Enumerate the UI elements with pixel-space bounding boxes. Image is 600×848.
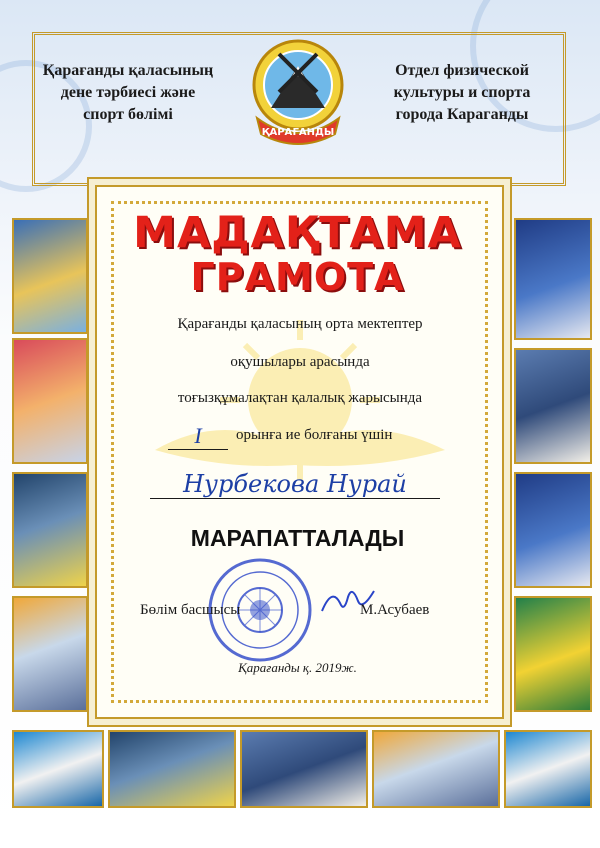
header-left-line: Қарағанды қаласының <box>42 62 214 79</box>
photo-judo <box>514 218 592 340</box>
photo-chess <box>12 596 88 712</box>
recipient-name: Нурбекова Нурай <box>150 470 440 499</box>
header-right-line: культуры и спорта <box>393 84 531 101</box>
certificate-text-line: оқушылары арасында <box>230 354 370 370</box>
award-word: МАРАПАТТАЛАДЫ <box>190 525 405 551</box>
svg-text:ҚАРАҒАНДЫ: ҚАРАҒАНДЫ <box>261 127 335 138</box>
certificate-title-kazakh: МАДАҚТАМА <box>133 208 462 258</box>
photo-cycling <box>372 730 500 808</box>
photo-karate <box>240 730 368 808</box>
photo-football <box>514 596 592 712</box>
place-suffix-text: орынға ие болғаны үшін <box>236 427 393 443</box>
certificate-title-russian: ГРАМОТА <box>190 255 405 299</box>
photo-volleyball <box>12 218 88 334</box>
photo-speed-skating <box>12 730 104 808</box>
photo-wrestling <box>108 730 236 808</box>
header-right-line: Отдел физической <box>395 62 529 79</box>
header-right-line: города Караганды <box>395 106 529 123</box>
header-left-line: дене тәрбиесі және <box>60 84 196 101</box>
certificate-text-line: тоғызқұмалақтан қалалық жарысында <box>177 390 423 406</box>
certificate-text-line: Қарағанды қаласының орта мектептер <box>177 316 423 332</box>
photo-hockey <box>514 472 592 588</box>
header-right-text <box>362 60 562 126</box>
head-role-label: Бөлім басшысы <box>140 602 241 618</box>
header-left-line: спорт бөлімі <box>83 106 173 123</box>
place-number: I <box>168 423 228 450</box>
city-year-line: Қарағанды қ. 2019ж. <box>238 660 357 675</box>
head-name-label: М.Асубаев <box>360 602 430 618</box>
city-emblem-icon <box>245 30 351 150</box>
photo-weightlifting <box>12 472 88 588</box>
photo-boxing <box>514 348 592 464</box>
photo-swimming <box>504 730 592 808</box>
photo-rhythmic-gymnastics <box>12 338 88 464</box>
header-left-text <box>28 60 228 126</box>
